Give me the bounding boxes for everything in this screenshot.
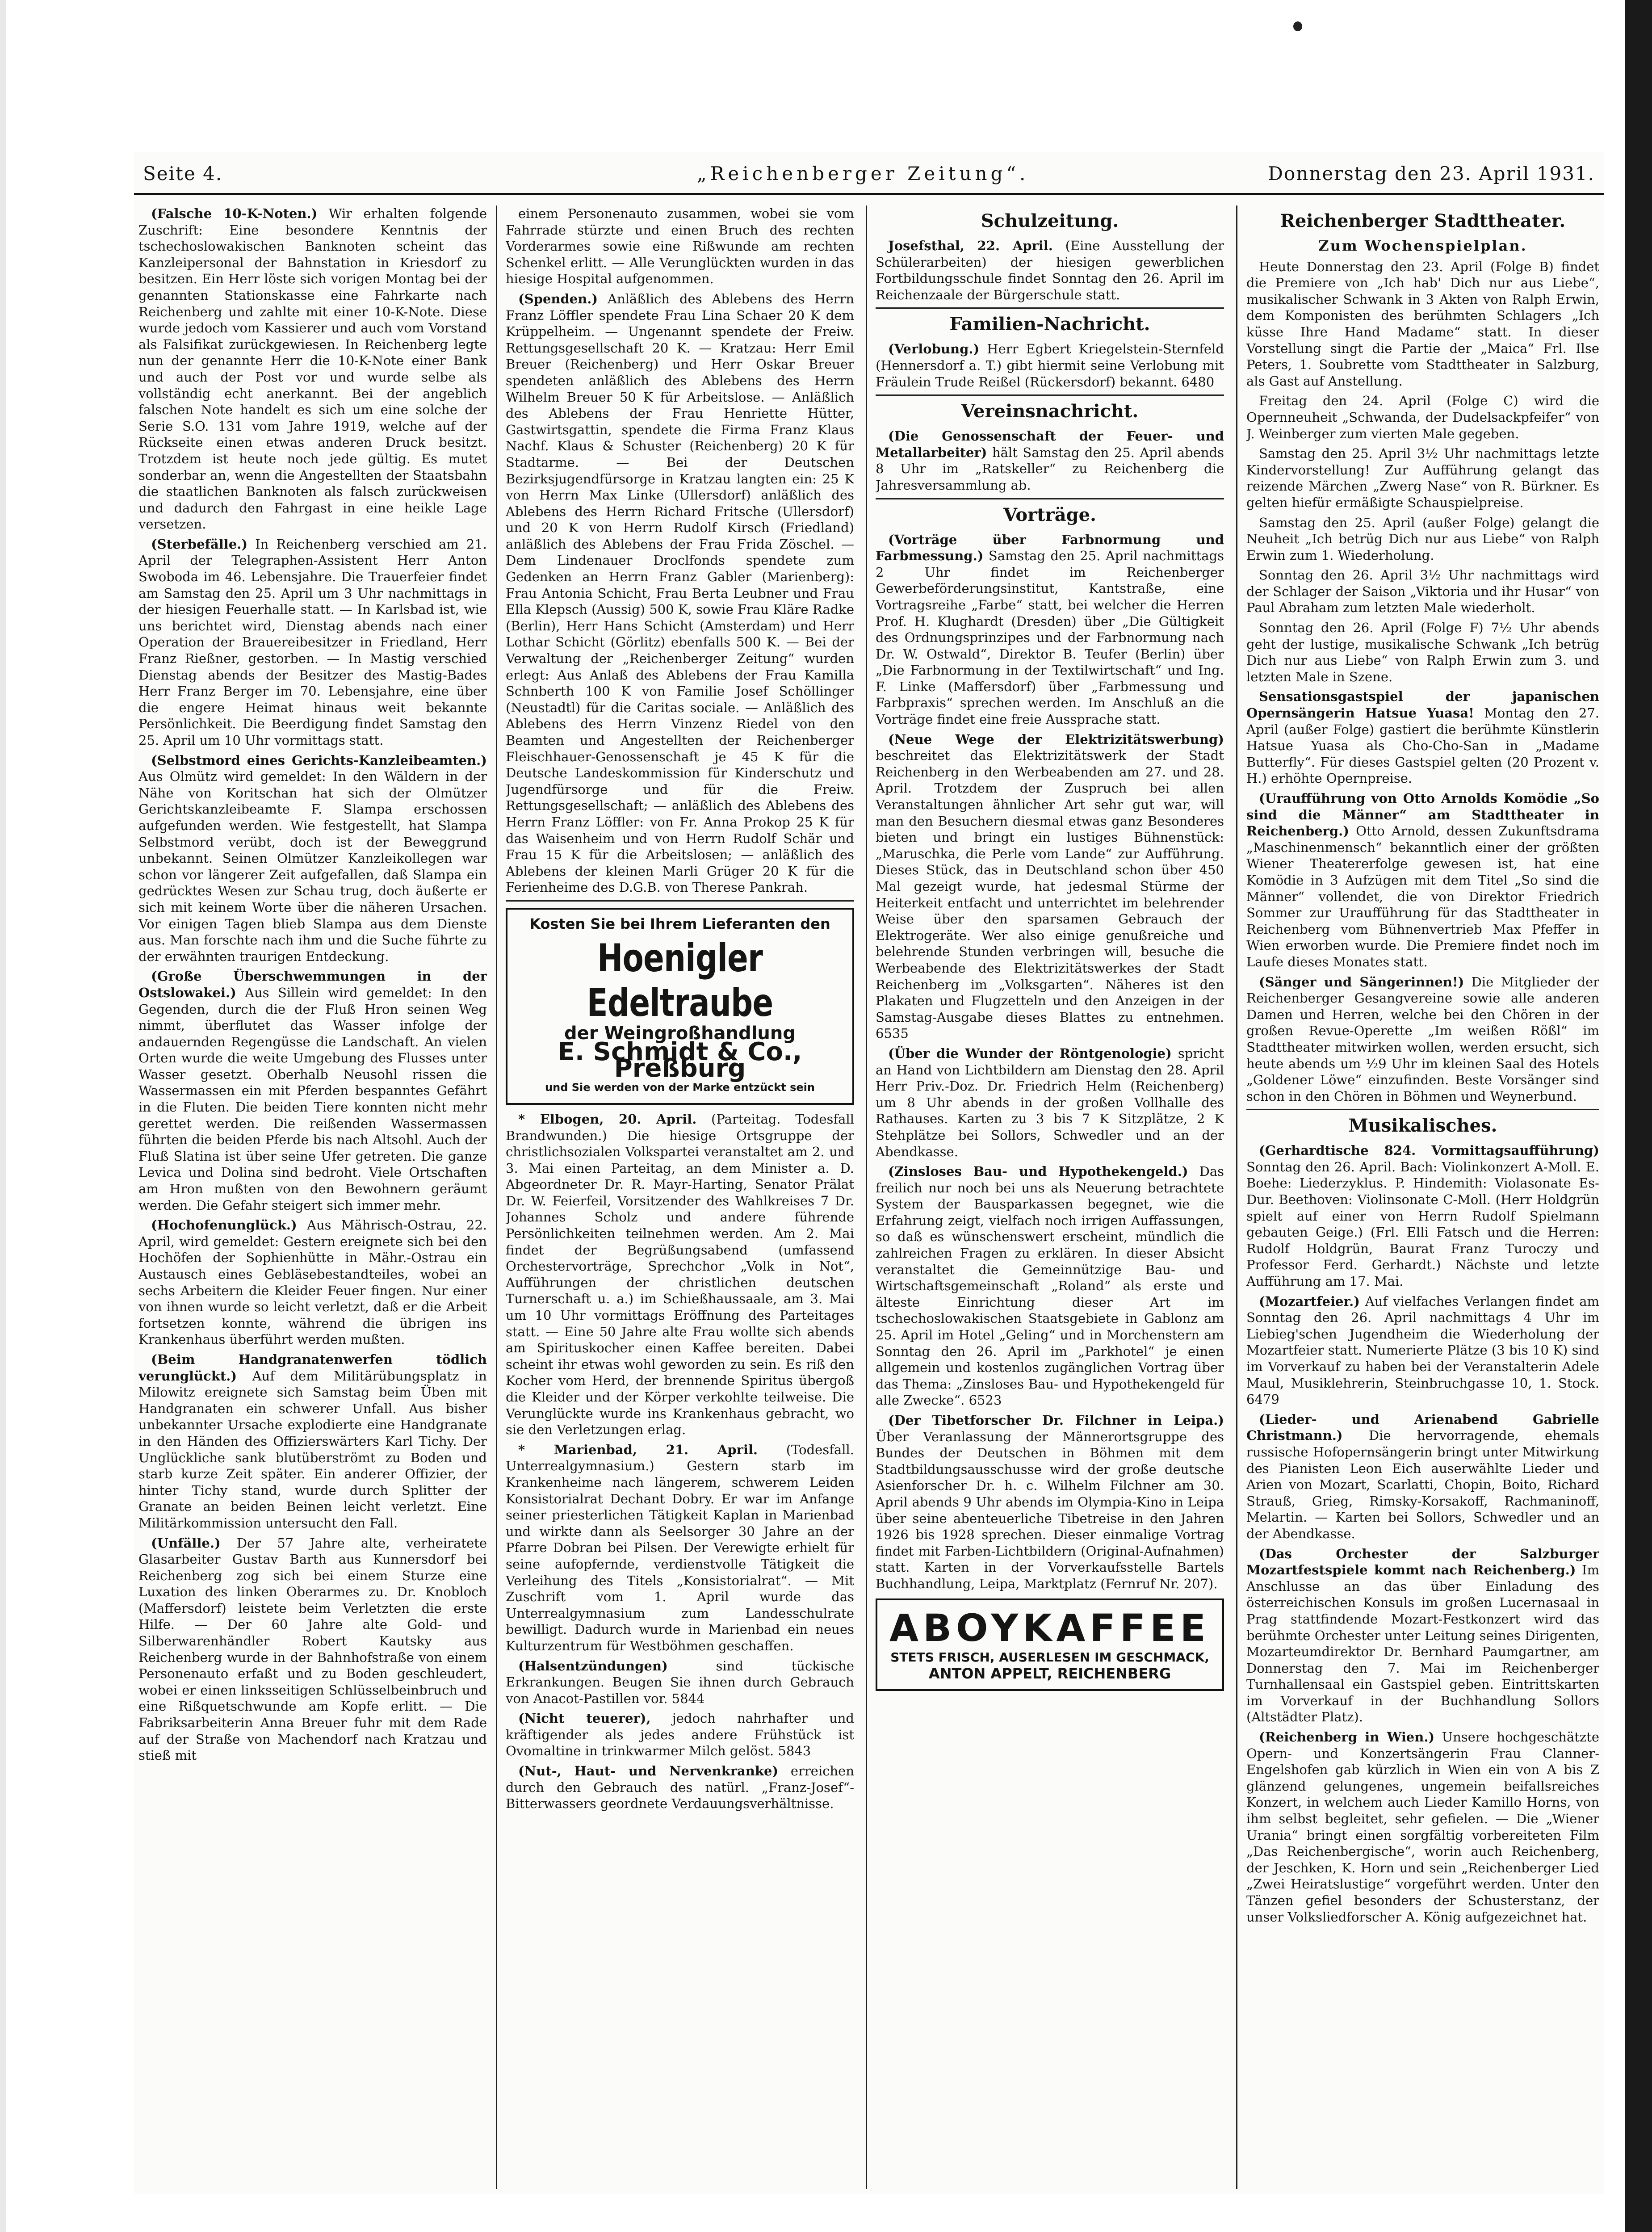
article (876, 731, 1224, 1042)
article (1246, 688, 1599, 787)
article-head: (Das Orchester der Salzburger Mozartfestspiele kommt nach Reichenberg.) (1246, 1546, 1599, 1578)
article-head: (Hochofenunglück.) (151, 1217, 297, 1233)
section-heading-verein: Vereinsnachricht. (961, 401, 1139, 422)
article-text: (Parteitag. Todesfall Brandwunden.) Die hiesige Ortsgruppe der christlichsozialen Volkspartei veranstaltet am 2. und 3. Mai einen Parteitag, an dem Minister a. D. Abgeordneter Dr. R. Mayr-Harting, Senator Prälat Dr. W. Feierfeil, Vorsitzender des Wahlkreises 7 Dr. Johannes Scholz und andere führende Persönlichkeiten teilnehmen werden. Am 2. Mai findet der Begrüßungsabend (umfassend Orchestervorträge, Sprechchor „Volk in Not“, Aufführungen der christlichen deutschen Turnerschaft u. a.) im Schießhaussaale, am 3. Mai um 10 Uhr vormittags Eröffnung des Parteitages statt. — Eine 50 Jahre alte Frau wollte sich abends am Spirituskocher einen Kaffee bereiten. Dabei scheint ihr etwas wohl geworden zu sein. Es riß den Kocher vom Herd, der brennende Spiritus übergoß die Kleider und der Körper verkohlte teilweise. Die Verunglückte wurde ins Krankenhaus gebracht, wo sie den Verletzungen erlag. (506, 1111, 854, 1438)
article (876, 1163, 1224, 1409)
article (876, 532, 1224, 728)
article-text: In Reichenberg verschied am 21. April der Telegraphen-Assistent Herr Anton Swoboda im 46. Lebensjahre. Die Trauerfeier findet am Samstag den 25. April um 3 Uhr nachmittags in der hiesigen Feuerhalle statt. — In Karlsbad ist, wie uns berichtet wird, Dienstag abends nach einer Operation der Brauereibesitzer in Friedland, Herr Franz Rießner, gestorben. — In Mastig verschied Dienstag abends der Besitzer des Mastig-Bades Herr Franz Berger im 70. Lebensjahre, eine über die engere Heimat hinaus weit bekannte Persönlichkeit. Die Beerdigung findet Samstag den 25. April um 10 Uhr vormittags statt. (138, 536, 487, 748)
article-text: Anläßlich des Ablebens des Herrn Franz Löffler spendete Frau Lina Schaer 20 K dem Krüppelheim. — Ungenannt spendete der Freiw. Rettungsgesellschaft 20 K. — Kratzau: Herr Emil Breuer (Reichenberg) und Herr Oskar Breuer spendeten anläßlich des Ablebens des Herrn Wilhelm Breuer 50 K für Arbeitslose. — Anläßlich des Ablebens der Frau Henriette Hütter, Gastwirtsgattin, spendete die Firma Franz Klaus Nachf. Klaus & Schuster (Reichenberg) 20 K für Stadtarme. — Bei der Deutschen Bezirksjugendfürsorge in Kratzau langten ein: 25 K von Herrn Max Linke (Ullersdorf) anläßlich des Ablebens des Herrn Richard Fritsche (Ullersdorf) und 20 K von Herrn Rudolf Kirsch (Friedland) anläßlich des Ablebens der Frau Frida Zöschel. — Dem Lindenauer Droclfonds spendete zum Gedenken an Herrn Franz Gabler (Marienberg): Frau Antonia Schicht, Frau Berta Leubner und Frau Ella Klepsch (Aussig) 500 K, sowie Frau Kläre Radke (Berlin), Herr Hans Schicht (Amsterdam) und Herr Lothar Schicht (Görlitz) ebenfalls 500 K. — Bei der Verwaltung der „Reichenberger Zeitung“ wurden erlegt: Aus Anlaß des Ablebens der Frau Kamilla Schnberth 100 K von Familie Josef Schöllinger (Neustadtl) für die Caritas sociale. — Anläßlich des Ablebens des Herrn Vinzenz Riedel von den Beamten und Angestellten der Reichenberger Fleischhauer-Genossenschaft je 45 K für die Deutsche Landeskommission für Kinderschutz und Jugendfürsorge und für die Freiw. Rettungsgesellschaft; — anläßlich des Ablebens des Herrn Franz Löffler: von Fr. Anna Prokop 25 K für das Waisenheim und von Herrn Rudolf Schär und Frau 15 K für die Arbeitslosen; — anläßlich des Ablebens der kleinen Marli Grüger 20 K für die Ferienheime des D.G.B. von Therese Pankrah. (506, 291, 854, 895)
article (876, 1045, 1224, 1160)
article-text: jedoch nahrhafter und kräftigender als jedes andere Frühstück ist Ovomaltine in trinkwarmer Milch gelöst. 5843 (506, 1711, 854, 1759)
article-head: (Der Tibetforscher Dr. Filchner in Leipa.) (888, 1413, 1224, 1428)
article-text: Auf dem Militärübungsplatz in Milowitz ereignete sich Samstag beim Üben mit Handgranaten ein schwerer Unfall. Aus bisher unbekannter Ursache explodierte eine Handgranate in den Händen des Offizierswärters Karl Tichy. Der Unglückliche sank blutüberströmt zu Boden und starb kurze Zeit später. Ein anderer Offizier, der hinter Tichy stand, wurde durch Splitter der Granate an beiden Beinen leicht verletzt. Eine Militärkommission untersucht den Fall. (138, 1368, 487, 1531)
article-head: Sensationsgastspiel der japanischen Opernsängerin Hatsue Yuasa! (1246, 689, 1599, 721)
article-text: erreichen durch den Gebrauch des natürl. „Franz-Josef“-Bitterwassers geordnete Verdauungsverhältnisse. (506, 1763, 854, 1812)
article (876, 428, 1224, 493)
article-head: (Reichenberg in Wien.) (1259, 1729, 1435, 1745)
article-text: Heute Donnerstag den 23. April (Folge B) findet die Premiere von „Ich hab' Dich nur aus Liebe“, musikalischer Schwank in 3 Akten von Ralph Erwin, dem Komponisten des berühmten Schlagers „Ich küsse Ihre Hand Madame“ statt. In dieser Vorstellung singt die Partie der „Maica“ Frl. Ilse Peters, 1. Soubrette vom Stadttheater in Salzburg, als Gast auf Anstellung. (1246, 259, 1599, 389)
article-text: einem Personenauto zusammen, wobei sie vom Fahrrade stürzte und einen Bruch des rechten Vorderarmes sowie eine Rißwunde am rechten Schenkel erlitt. — Alle Verunglückten wurden in das hiesige Hospital aufgenommen. (506, 206, 854, 287)
column-rule (1236, 206, 1237, 2189)
ad-line: und Sie werden von der Marke entzückt sein (545, 1081, 815, 1094)
divider (876, 498, 1224, 499)
article (1246, 567, 1599, 616)
article (1246, 1729, 1599, 1925)
article (1246, 1411, 1599, 1542)
article-head: (Vorträge über Farbnormung und Farbmessung.) (876, 532, 1224, 564)
article-text: (Todesfall. Unterrealgymnasium.) Gestern starb im Krankenheime nach längerem, schwerem Leiden Konsistorialrat Dechant Dobry. Er war im Anfange seiner priesterlichen Tätigkeit Kaplan in Marienbad und wirkte dann als Seelsorger 30 Jahre an der Pfarre Dobran bei Pilsen. Der Verewigte erhielt für seine aufopfernde, verdienstvolle Tätigkeit die Verleihung des Titels „Konsistorialrat“. — Mit Zuschrift vom 1. April wurde das Unterrealgymnasium zum Landesschulrate bewilligt. Dadurch wurde in Marienbad ein neues Kulturzentrum für Westböhmen geschaffen. (506, 1442, 854, 1653)
section-heading-schulzeitung: Schulzeitung. (981, 210, 1119, 231)
article-head: (Uraufführung von Otto Arnolds Komödie „So sind die Männer“ am Stadttheater in Reichenberg.) (1246, 791, 1599, 839)
ad-line: STETS FRISCH, AUSERLESEN IM GESCHMACK, (890, 1649, 1209, 1665)
article-text: Otto Arnold, dessen Zukunftsdrama „Maschinenmensch“ bekanntlich einer der größten Wiener Theatererfolge gewesen ist, hat eine Komödie in 3 Aufzügen mit dem Titel „So sind die Männer“ vollendet, die von Direktor Friedrich Sommer zur Uraufführung für das Stadttheater in Reichenberg vom Bühnenvertrieb Max Pfeffer in Wien erworben wurde. Die Premiere findet noch im Laufe dieses Monates statt. (1246, 823, 1599, 969)
divider (876, 394, 1224, 396)
ad-line: der Weingroßhandlung (564, 1023, 796, 1044)
article-head: (Nut-, Haut- und Nervenkranke) (518, 1763, 779, 1779)
article-head: (Zinsloses Bau- und Hypothekengeld.) (888, 1164, 1188, 1179)
article-text: Aus Olmütz wird gemeldet: In den Wäldern in der Nähe von Koritschan hat sich der Olmützer Gerichtskanzleibeamte F. Slampa erschossen aufgefunden werden. Wie festgestellt, hat Slampa Selbstmord verübt, doch ist der Beweggrund unbekannt. Seinen Olmützer Kanzleikollegen war schon vor längerer Zeit aufgefallen, daß Slampa ein gedrücktes Wesen zur Schau trug, doch äußerte er sich mit keinem Worte über die näheren Ursachen. Vor einigen Tagen blieb Slampa aus dem Dienste aus. Man forschte nach ihm und die Suche führte zu der erwähnten traurigen Entdeckung. (138, 769, 487, 964)
article-text: Samstag den 25. April 3½ Uhr nachmittags letzte Kindervorstellung! Zur Aufführung gelangt das reizende Märchen „Zwerg Nase“ von R. Bürkner. Es gelten hiefür ermäßigte Schauspielpreise. (1246, 446, 1599, 510)
article-text: Das freilich nur noch bei uns als Neuerung betrachtete System der Bausparkassen begegnet, wie die Erfahrung zeigt, vielfach noch irrigen Auffassungen, so daß es wünschenswert erscheint, mündlich die zahlreichen Fragen zu erklären. In dieser Absicht veranstaltet die Gemeinnützige Bau- und Wirtschaftsgemeinschaft „Roland“ als erste und älteste Einrichtung dieser Art im tschechoslowakischen Staatsgebiete in Gablonz am 25. April im Hotel „Geling“ und in Morchenstern am Sonntag den 26. April im „Parkhotel“ je einen allgemein und kostenlos zugänglichen Vortrag über das Thema: „Zinsloses Bau- und Hypothekengeld für alle Zwecke“. 6523 (876, 1164, 1224, 1408)
article-text: hält Samstag den 25. April abends 8 Uhr im „Ratskeller“ zu Reichenberg die Jahresversammlung ab. (876, 445, 1224, 493)
article-text: Sonntag den 26. April 3½ Uhr nachmittags wird der Schlager der Saison „Viktoria und ihr Husar“ von Paul Abraham zum letzten Male wiederholt. (1246, 567, 1599, 616)
scan-edge-left (0, 0, 6, 2232)
article (1246, 393, 1599, 442)
article (1246, 620, 1599, 685)
article (876, 1412, 1224, 1592)
article (506, 1111, 854, 1438)
articles-verein (876, 428, 1224, 493)
ad-company: ANTON APPELT, REICHENBERG (928, 1665, 1171, 1682)
section-heading-musik: Musikalisches. (1348, 1115, 1497, 1137)
article (506, 1763, 854, 1812)
article (1246, 445, 1599, 511)
article-text: Wir erhalten folgende Zuschrift: Eine besondere Kenntnis der tschechoslowakischen Banknoten scheint das Kanzleipersonal der Bahnstation in Kriesdorf zu besitzen. Ein Herr löste sich vorigen Montag bei der genannten Stationskasse eine Fahrkarte nach Reichenberg und zahlte mit einer 10-K-Note. Diese wurde jedoch vom Kassierer und auch vom Vorstand als Falsifikat zurückgewiesen. In Reichenberg legte nun der genannte Herr die 10-K-Note einer Bank und auch der Post vor und wurde selbe als vollständig echt anerkannt. Bei der angeblich falschen Note handelt es sich um eine solche der Serie S.O. 131 vom Jahre 1919, welche auf der Rückseite einen etwas anderen Druck besitzt. Trotzdem ist heute noch jede gültig. Es mutet sonderbar an, wenn die Angestellten der Staatsbahn die staatlichen Banknoten als falsch zurückweisen und dadurch den Fahrgast in eine heikle Lage versetzen. (138, 206, 487, 532)
article (1246, 1293, 1599, 1408)
article-text: Die hervorragende, ehemals russische Hofopernsängerin bringt unter Mitwirkung des Pianisten Leon Eich auserwählte Lieder und Arien von Mozart, Scarlatti, Chopin, Boito, Richard Strauß, Grieg, Rimsky-Korsakoff, Rachmaninoff, Melartin. — Karten bei Sollors, Schwedler und an der Abendkasse. (1246, 1428, 1599, 1541)
article-head: (Lieder- und Arienabend Gabrielle Christmann.) (1246, 1411, 1599, 1443)
article (138, 536, 487, 749)
article-head: (Sterbefälle.) (151, 536, 248, 552)
article-text: Sonntag den 26. April (Folge F) 7½ Uhr abends geht der lustige, musikalische Schwank „Ich betrüg Dich nur aus Liebe“ von Ralph Erwin zum 3. und letzten Male in Szene. (1246, 620, 1599, 684)
article-text: Unsere hochgeschätzte Opern- und Konzertsängerin Frau Clanner-Engelshofen gab kürzlich in Wien ein von A bis Z glänzend gelungenes, ungemein beifallsreiches Konzert, in welchem auch Lieder Kamillo Horns, von ihm selbst begleitet, sehr gefielen. — Die „Wiener Urania“ bringt einen sorgfältig vorbereiteten Film „Das Reichenbergische“, worin auch Reichenberg, der Jeschken, K. Horn und sein „Reichenberger Lied „Zwei Heiratslustige“ vorgeführt werden. Unter den Tänzen gefiel besonders der Schusterstanz, der unser Volksliedforscher A. König aufgezeichnet hat. (1246, 1729, 1599, 1925)
article-text: Über Veranlassung der Männerortsgruppe des Bundes der Deutschen in Böhmen mit dem Stadtbildungsausschusse wird der große deutsche Asienforscher Dr. h. c. Wilhelm Filchner am 30. April abends 9 Uhr abends im Olympia-Kino in Leipa über seine abenteuerliche Tibetreise in den Jahren 1926 bis 1928 sprechen. Dieser einmalige Vortrag findet mit Farben-Lichtbildern (Original-Aufnahmen) statt. Karten in der Vorverkaufsstelle Bartels Buchhandlung, Leipa, Marktplatz (Fernruf Nr. 207). (876, 1429, 1224, 1591)
advertisement-aboykaffee (876, 1598, 1224, 1691)
column-2 (506, 206, 854, 2189)
article (506, 1710, 854, 1759)
article-head: (Verlobung.) (888, 341, 980, 357)
article-head: (Große Überschwemmungen in der Ostslowakei.) (138, 969, 487, 1000)
article-head: (Über die Wunder der Röntgenologie) (888, 1045, 1172, 1061)
article-text: spricht an Hand von Lichtbildern am Dienstag den 28. April Herr Priv.-Doz. Dr. Friedrich Helm (Reichenberg) um 8 Uhr abends in der großen Vollhalle des Rathauses. Karten zu 3 bis 7 K Sitzplätze, 2 K Stehplätze bei Sollors, Schwedler und an der Abendkasse. (876, 1045, 1224, 1159)
column-rule (866, 206, 867, 2189)
article-text: beschreitet das Elektrizitätswerk der Stadt Reichenberg in den Werbeabenden am 27. und 28. April. Trotzdem der Zuspruch bei allen Veranstaltungen ähnlicher Art sehr gut war, will man den Besuchern diesmal etwas ganz Besonderes bieten und bringt ein lustiges Bühnenstück: „Maruschka, die Perle vom Lande“ zur Aufführung. Dieses Stück, das in Deutschland schon über 450 Mal gezeigt wurde, hat jedesmal Stürme der Heiterkeit entfacht und unterrichtet im belehrender Weise über den sparsamen Gebrauch der Elektrogeräte. Wer also einige genußreiche und belehrende Stunden verbringen will, besuche die Werbeabende des Elektrizitätswerkes der Stadt Reichenberg im „Volksgarten“. Näheres ist den Plakaten und Flugzetteln und den Anzeigen in der Samstag-Ausgabe dieses Blattes zu entnehmen. 6535 (876, 748, 1224, 1041)
section-heading-theater: Reichenberger Stadttheater. (1280, 210, 1566, 231)
article-head: (Gerhardtische 824. Vormittagsaufführung) (1259, 1143, 1599, 1158)
article-head: (Neue Wege der Elektrizitätswerbung) (888, 731, 1224, 747)
article (506, 1658, 854, 1707)
scan-edge-right (1625, 0, 1652, 2232)
article-text: sind tückische Erkrankungen. Beugen Sie ihnen durch Gebrauch von Anacot-Pastillen vor. 5844 (506, 1658, 854, 1706)
header-rule (134, 193, 1604, 195)
article-text: Der 57 Jahre alte, verheiratete Glasarbeiter Gustav Barth aus Kunnersdorf bei Reichenberg zog sich bei einem Sturze eine Luxation des linken Oberarmes zu. Dr. Knobloch (Maffersdorf) leistete beim Verletzten die erste Hilfe. — Der 60 Jahre alte Gold- und Silberwarenhändler Robert Kautsky aus Reichenberg wurde in der Bahnhofstraße von einem Personenauto erfaßt und zu Boden geschleudert, wobei er einen linksseitigen Schlüsselbeinbruch und eine Rißquetschwunde am Kopfe erlitt. — Die Fabriksarbeiterin Anna Breuer fuhr mit dem Rade auf der Straße von Machendorf nach Kratzau und stieß mit (138, 1535, 487, 1763)
article-head: (Spenden.) (518, 291, 598, 306)
articles-musik (1246, 1142, 1599, 1925)
article (876, 238, 1224, 303)
divider (506, 900, 854, 902)
article-text: Samstag den 25. April (außer Folge) gelangt die Neuheit „Ich betrüg Dich nur aus Liebe“ von Ralph Erwin zum 1. Wiederholung. (1246, 515, 1599, 563)
ink-speck (1293, 21, 1302, 31)
column-1 (138, 206, 487, 2189)
article-text: Aus Sillein wird gemeldet: In den Gegenden, durch die der Fluß Hron seinen Weg nimmt, überflutet das Wasser infolge der andauernden Regengüsse die Landschaft. An vielen Orten wurde die weite Umgebung des Flusses unter Wasser gesetzt. Oberhalb Neusohl rissen die Wassermassen ein mit Pferden bespanntes Gefährt in die Fluten. Die beiden Tiere konnten nicht mehr gerettet werden. Die reißenden Wassermassen führten die beiden Pferde bis nach Altsohl. Auch der Fluß Slatina ist über seine Ufer getreten. Die ganze Levica und Dolina sind bedroht. Viele Ortschaften am Hron mußten von den Bewohnern geräumt werden. Die Gefahr steigert sich immer mehr. (138, 985, 487, 1213)
advertisement-hoenigler (506, 908, 854, 1105)
page-number: Seite 4. (143, 163, 223, 185)
article-head: * Marienbad, 21. April. (518, 1442, 758, 1457)
column-rule (496, 206, 497, 2189)
article (138, 752, 487, 965)
articles-schulzeitung (876, 238, 1224, 303)
articles-familie (876, 341, 1224, 390)
article (138, 1535, 487, 1764)
article (1246, 259, 1599, 390)
article-head: (Beim Handgranatenwerfen tödlich verunglückt.) (138, 1351, 487, 1384)
ad-line: Kosten Sie bei Ihrem Lieferanten den (529, 915, 830, 932)
article-head: (Die Genossenschaft der Feuer- und Metallarbeiter) (876, 428, 1224, 460)
article (1246, 1142, 1599, 1289)
newspaper-title: „Reichenberger Zeitung“. (697, 163, 1029, 185)
article (1246, 515, 1599, 564)
article-text: Freitag den 24. April (Folge C) wird die Opernneuheit „Schwanda, der Dudelsackpfeifer“ von J. Weinberger zum vierten Male gegeben. (1246, 393, 1599, 441)
articles-col2-bottom (506, 1111, 854, 1812)
article (876, 341, 1224, 390)
article (1246, 790, 1599, 970)
article (506, 206, 854, 287)
section-heading-familie: Familien-Nachricht. (949, 314, 1150, 335)
article (506, 1442, 854, 1654)
section-heading-vortraege: Vorträge. (1003, 504, 1096, 525)
issue-date: Donnerstag den 23. April 1931. (1268, 163, 1595, 185)
article-text: Samstag den 25. April nachmittags 2 Uhr findet im Reichenberger Gewerbeförderungsinstitut, Kantstraße, eine Vortragsreihe „Farbe“ statt, bei welcher die Herren Prof. H. Klughardt (Dresden) über „Die Gültigkeit des Ordnungsprinzipes und der Farbnormung nach Dr. W. Ostwald“, Direktor B. Teufer (Berlin) über „Die Farbnormung in der Textilwirtschaft“ und Ing. F. Linke (Maffersdorf) über „Farbmessung und Farbpraxis“ sprechen werden. Im Anschluß an die Vorträge findet eine freie Aussprache statt. (876, 548, 1224, 727)
article-head: (Mozartfeier.) (1259, 1293, 1360, 1309)
ad-brand: Hoenigler Edeltraube (587, 936, 773, 1025)
article-head: (Falsche 10-K-Noten.) (151, 206, 318, 221)
article-text: Die Mitglieder der Reichenberger Gesangvereine sowie alle anderen Damen und Herren, welche bei den Chören in der großen Revue-Operette „Im weißen Rößl“ im Stadttheater mitwirken wollen, werden ersucht, sich heute abends um ½9 Uhr im kleinen Saal des Hotels „Goldener Löwe“ einzufinden. Beste Vorsänger sind schon in den Chören in Böhmen und Weynerbund. (1246, 974, 1599, 1104)
articles-vortraege (876, 532, 1224, 1592)
articles-theater (1246, 259, 1599, 1105)
article (138, 1351, 487, 1531)
article (506, 291, 854, 896)
divider (876, 307, 1224, 309)
articles-col2-top (506, 206, 854, 896)
article (1246, 1546, 1599, 1726)
section-subheading: Zum Wochenspielplan. (1318, 237, 1527, 254)
article-text: Herr Egbert Kriegelstein-Sternfeld (Hennersdorf a. T.) gibt hiermit seine Verlobung mit Fräulein Trude Reißel (Rückersdorf) bekannt. 6480 (876, 341, 1224, 390)
article-text: Sonntag den 26. April. Bach: Violinkonzert A-Moll. E. Boehe: Liederzyklus. P. Hindemith: Violasonate Es-Dur. Beethoven: Violinsonate C-Moll. (Herr Holdgrün spielt auf einer von Herrn Rudolf Spielmann gebauten Geige.) (Frl. Elli Fatsch und die Herren: Rudolf Holdgrün, Baurat Franz Turoczy und Professor Ferd. Gerhardt.) Nächste und letzte Aufführung am 17. Mai. (1246, 1159, 1599, 1289)
article-head: (Halsentzündungen) (518, 1658, 668, 1674)
article-head: (Sänger und Sängerinnen!) (1259, 974, 1464, 990)
article-head: Josefsthal, 22. April. (888, 238, 1053, 253)
column-3 (876, 206, 1224, 2189)
article (138, 1217, 487, 1348)
article (138, 968, 487, 1213)
article-text: Aus Mährisch-Ostrau, 22. April, wird gemeldet: Gestern ereignete sich bei den Hochöfen der Sophienhütte in Mähr.-Ostrau ein Austausch eines Gebläsebestandteiles, wobei an sechs Arbeitern die Kleider Feuer fingen. Nur einer von ihnen wurde so leicht verletzt, daß er die Arbeit fortsetzen konnte, während die übrigen ins Krankenhaus überführt werden mußten. (138, 1217, 487, 1347)
article-head: (Selbstmord eines Gerichts-Kanzleibeamten.) (151, 752, 487, 768)
article-text: (Eine Ausstellung der Schülerarbeiten) der hiesigen gewerblichen Fortbildungsschule findet Sonntag den 26. April im Reichenzaale der Bürgerschule statt. (876, 238, 1224, 302)
articles-col1 (138, 206, 487, 1764)
article-head: (Nicht teuerer), (518, 1711, 651, 1726)
article-head: (Unfälle.) (151, 1535, 221, 1551)
article (1246, 974, 1599, 1105)
article-text: Auf vielfaches Verlangen findet am Sonntag den 26. April nachmittags 4 Uhr im Liebieg'schen Jugendheim die Wiederholung der Mozartfeier statt. Numerierte Plätze (3 bis 10 K) sind im Vorverkauf zu haben bei der Veranstalterin Adele Maul, Musiklehrerin, Steinbruchgasse 10, 1. Stock. 6479 (1246, 1293, 1599, 1407)
article-text: Im Anschlusse an das über Einladung des österreichischen Konsuls im großen Lucernasaal in Prag stattfindende Mozart-Festkonzert wird das berühmte Orchester unter Leitung seines Dirigenten, Mozarteumdirektor Dr. Bernhard Paumgartner, am Donnerstag den 7. Mai im Reichenberger Turnhallensaal ein Gastspiel geben. Eintrittskarten im Vorverkauf in der Buchhandlung Sollors (Altstädter Platz). (1246, 1562, 1599, 1725)
page-header (134, 160, 1604, 191)
divider (1246, 1109, 1599, 1110)
ad-company: E. Schmidt & Co., Preßburg (558, 1037, 802, 1083)
ad-brand: ABOYKAFFEE (889, 1606, 1210, 1650)
column-4 (1246, 206, 1599, 2189)
article-head: * Elbogen, 20. April. (518, 1111, 697, 1127)
article-text: Montag den 27. April (außer Folge) gastiert die berühmte Künstlerin Hatsue Yuasa als Cho-Cho-San in „Madame Butterfly“. Für dieses Gastspiel gelten (20 Prozent v. H.) erhöhte Opernpreise. (1246, 705, 1599, 786)
article (138, 206, 487, 533)
newspaper-page (134, 152, 1604, 2194)
